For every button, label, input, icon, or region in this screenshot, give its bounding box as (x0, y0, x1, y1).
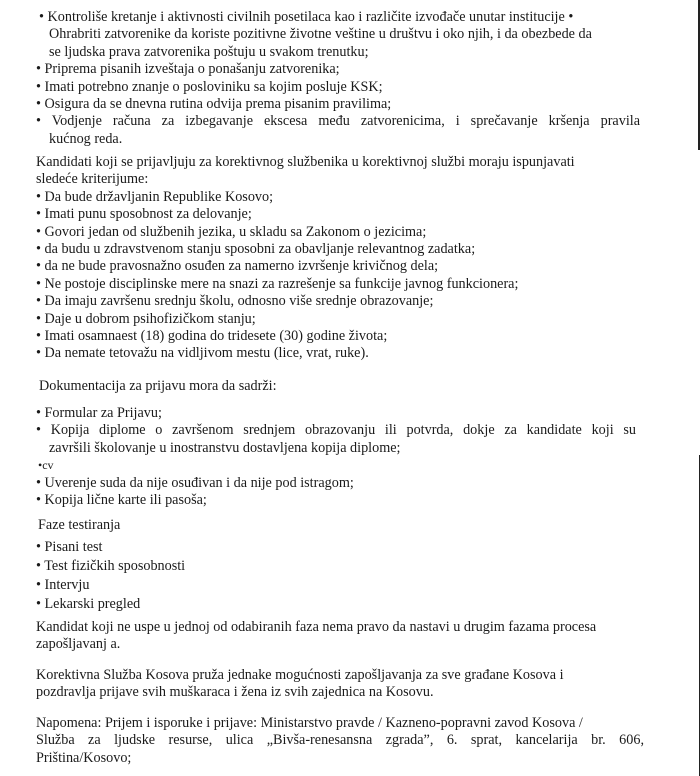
document-item: završili školovanje u inostranstvu dostavljena kopija diplome; (49, 439, 401, 456)
document-item: • Kopija lične karte ili pasoša; (36, 492, 207, 509)
documents-section (36, 378, 632, 395)
documents-list (36, 405, 636, 509)
criteria-item: • Da imaju završenu srednju školu, odnosno više srednje obrazovanje; (36, 293, 434, 310)
document-item: •cv (38, 458, 54, 473)
document-item: • Kopija diplome o završenom srednjem obrazovanju ili potvrda, dokje za kandidate koji su (36, 422, 636, 439)
phase-note-line: Kandidat koji ne uspe u jednoj od odabiranih faza nema pravo da nastavi u drugim fazama procesa (36, 619, 597, 635)
documents-heading: Dokumentacija za prijavu mora da sadrži: (39, 378, 277, 394)
napomena-line: Napomena: Prijem i isporuke i prijave: Ministarstvo pravde / Kazneno-popravni zavod Kosova / (36, 715, 583, 731)
testing-item: • Pisani test (36, 539, 103, 555)
criteria-section (36, 154, 632, 363)
duty-item: • Priprema pisanih izveštaja o ponašanju zatvorenika; (36, 61, 340, 78)
criteria-item: • Imati osamnaest (18) godina do tridesete (30) godine života; (36, 328, 388, 345)
phase-note (36, 619, 632, 654)
document-item: • Formular za Prijavu; (36, 405, 162, 421)
napomena-line: Služba za ljudske resurse, ulica „Bivša-renesansna zgrada”, 6. sprat, kancelarija br. 606, (36, 732, 644, 749)
testing-heading: Faze testiranja (38, 517, 121, 533)
equal-note-line: pozdravlja prijave svih muškaraca i žena iz svih zajednica na Kosovu. (36, 684, 434, 701)
criteria-intro: Kandidati koji se prijavljuju za korektivnog službenika u korektivnoj službi moraju ispunjavati (36, 154, 575, 170)
criteria-item: • Da bude državljanin Republike Kosovo; (36, 188, 274, 205)
duty-item: Ohrabriti zatvorenike da koriste pozitivne životne veštine u društvu i oko njih, i da obezbede da (49, 26, 592, 43)
equal-note-line: Korektivna Služba Kosova pruža jednake mogućnosti zapošljavanja za sve građane Kosova i (36, 667, 564, 683)
document-item: • Uverenje suda da nije osuđivan i da nije pod istragom; (36, 474, 354, 491)
testing-item: • Lekarski pregled (36, 596, 141, 612)
duty-item: se ljudska prava zatvorenika poštuju u svakom trenutku; (49, 43, 369, 60)
criteria-item: • Daje u dobrom psihofizičkom stanju; (36, 310, 256, 327)
duty-item: • Vodjenje računa za izbegavanje ekscesa među zatvorenicima, i sprečavanje kršenja pravila (36, 113, 640, 130)
duties-list (36, 9, 640, 148)
testing-item: • Intervju (36, 577, 90, 593)
equal-opportunity-note (36, 667, 632, 702)
criteria-item: • Ne postoje disciplinske mere na snazi za razrešenje sa funkcije javnog funkcionera; (36, 275, 519, 292)
criteria-item: • Imati punu sposobnost za delovanje; (36, 206, 252, 223)
phase-note-line: zapošljavanj a. (36, 636, 121, 653)
duty-item: • Imati potrebno znanje o posloviniku sa kojim posluje KSK; (36, 78, 383, 95)
testing-list (36, 538, 632, 614)
napomena-note (36, 715, 644, 767)
criteria-item: • da budu u zdravstvenom stanju sposobni za obavljanje relevantnog zadatka; (36, 241, 476, 258)
duty-item: • Osigura da se dnevna rutina odvija prema pisanim pravilima; (36, 96, 392, 113)
napomena-line: Priština/Kosovo; (36, 749, 132, 766)
criteria-item: • Da nemate tetovažu na vidljivom mestu (lice, vrat, ruke). (36, 345, 369, 362)
criteria-item: • da ne bude pravosnažno osuđen za namerno izvršenje krivičnog dela; (36, 258, 439, 275)
criteria-item: • Govori jedan od službenih jezika, u skladu sa Zakonom o jezicima; (36, 223, 427, 240)
testing-item: • Test fizičkih sposobnosti (36, 558, 186, 574)
criteria-intro: sledeće kriterijume: (36, 171, 149, 188)
testing-section (36, 517, 632, 534)
duty-item: • Kontroliše kretanje i aktivnosti civilnih posetilaca kao i različite izvođače unutar institucije • (39, 9, 574, 25)
duty-item: kućnog reda. (49, 130, 123, 147)
